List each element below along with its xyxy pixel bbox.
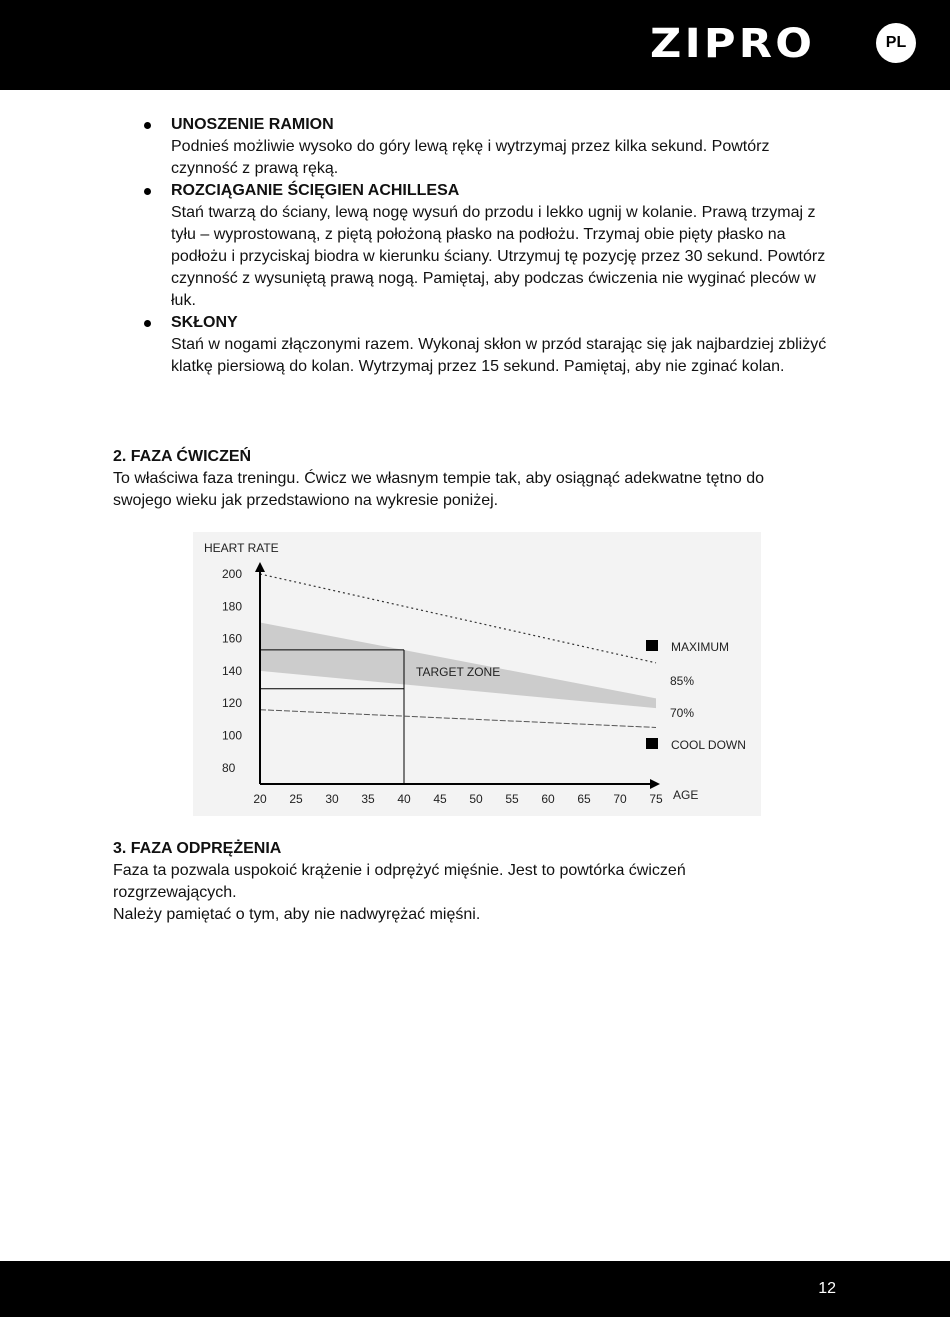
legend-maximum: MAXIMUM — [671, 640, 729, 654]
page-footer — [0, 1261, 950, 1317]
x-tick-label: 60 — [541, 792, 555, 806]
language-badge: PL — [876, 23, 916, 63]
y-tick-label: 200 — [222, 567, 243, 581]
y-axis-arrow-icon — [255, 562, 265, 572]
x-tick-label: 45 — [433, 792, 447, 806]
maximum-marker-icon — [646, 640, 658, 651]
heart-rate-chart-svg — [193, 532, 761, 816]
x-tick-label: 35 — [361, 792, 375, 806]
y-tick-label: 80 — [222, 760, 236, 775]
list-item — [140, 114, 840, 180]
x-tick-label: 30 — [325, 792, 339, 806]
bullet-icon — [144, 122, 151, 129]
y-tick-label: 180 — [222, 599, 243, 614]
y-tick-label: 140 — [222, 663, 243, 678]
section-text-line: Faza ta pozwala uspokoić krążenie i odprężyć mięśnie. Jest to powtórka ćwiczeń rozgrzewających. — [113, 862, 686, 901]
x-tick-label: 70 — [613, 792, 627, 806]
series-cool-down-line — [260, 710, 656, 728]
x-tick-label: 40 — [397, 792, 411, 806]
x-tick-label: 75 — [649, 792, 663, 806]
page-number: 12 — [818, 1280, 836, 1297]
exercise-title: ROZCIĄGANIE ŚCIĘGIEN ACHILLESA — [171, 182, 460, 199]
y-tick-label: 160 — [222, 631, 243, 646]
legend-70: 70% — [670, 706, 695, 720]
x-tick-label: 20 — [253, 792, 267, 806]
x-axis-title: AGE — [673, 788, 699, 802]
exercise-description: Stań w nogami złączonymi razem. Wykonaj skłon w przód starając się jak najbardziej zbliżyć klatkę piersiową do kolan. Wytrzymaj przez 15 sekund. Pamiętaj, aby nie zginać kolan. — [171, 336, 827, 375]
x-tick-label: 65 — [577, 792, 591, 806]
x-tick-label: 25 — [289, 792, 303, 806]
list-item — [140, 312, 840, 378]
exercise-description: Podnieś możliwie wysoko do góry lewą rękę i wytrzymaj przez kilka sekund. Powtórz czynność z prawą ręką. — [171, 138, 770, 177]
section-title: 3. FAZA ODPRĘŻENIA — [113, 840, 282, 857]
section-title: 2. FAZA ĆWICZEŃ — [113, 448, 252, 465]
legend-cool-down: COOL DOWN — [671, 738, 746, 752]
section-text-line: Należy pamiętać o tym, aby nie nadwyrężać mięśni. — [113, 906, 481, 923]
stretching-exercises-list — [140, 114, 840, 378]
legend-85: 85% — [670, 674, 695, 688]
page-header — [0, 0, 950, 90]
y-axis-title: HEART RATE — [204, 541, 279, 555]
heart-rate-chart — [193, 532, 761, 816]
cooldown-phase-section — [113, 838, 723, 926]
x-axis-arrow-icon — [650, 779, 660, 789]
cool-down-marker-icon — [646, 738, 658, 749]
y-tick-label: 100 — [222, 728, 243, 743]
x-tick-label: 55 — [505, 792, 519, 806]
y-tick-label: 120 — [222, 696, 243, 711]
target-zone-label: TARGET ZONE — [416, 665, 501, 679]
section-text: To właściwa faza treningu. Ćwicz we własnym tempie tak, aby osiągnąć adekwatne tętno do swojego wieku jak przedstawiono na wykresie poniżej. — [113, 470, 764, 509]
bullet-icon — [144, 320, 151, 327]
exercise-description: Stań twarzą do ściany, lewą nogę wysuń do przodu i lekko ugnij w kolanie. Prawą trzymaj z tyłu – wyprostowaną, z piętą położoną płasko na podłożu. Trzymaj obie pięty płasko na podłożu i przyciskaj biodra w kierunku ściany. Utrzymuj tę pozycję przez 30 sekund. Powtórz czynność z wysuniętą prawą nogą. Pamiętaj, aby podczas ćwiczenia nie wyginać pleców w łuk. — [171, 204, 826, 309]
x-tick-label: 50 — [469, 792, 483, 806]
exercise-title: SKŁONY — [171, 314, 238, 331]
brand-logo: ZIPRO — [650, 21, 816, 67]
training-phase-section — [113, 446, 773, 512]
bullet-icon — [144, 188, 151, 195]
exercise-title: UNOSZENIE RAMION — [171, 116, 334, 133]
list-item — [140, 180, 840, 312]
